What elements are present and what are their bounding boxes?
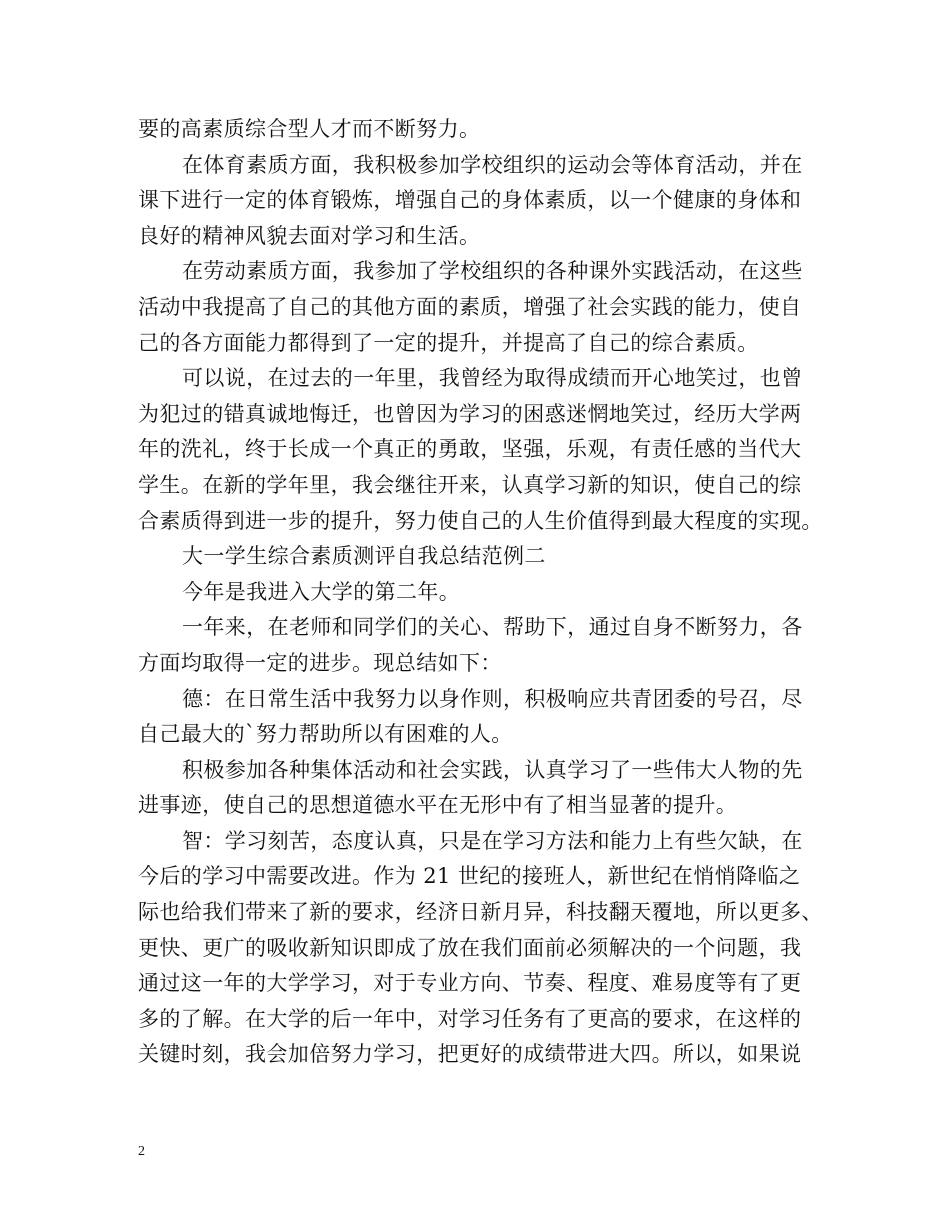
text-line: 在体育素质方面，我积极参加学校组织的运动会等体育活动，并在: [182, 152, 803, 177]
body-text: [138, 112, 823, 1073]
text-line: 际也给我们带来了新的要求，经济日新月异，科技翻天覆地，所以更多、: [138, 900, 823, 925]
page-number: 2: [138, 1144, 145, 1159]
text-line: 年的洗礼，终于长成一个真正的勇敢，坚强，乐观，有责任感的当代大: [138, 437, 802, 462]
text-line: 合素质得到进一步的提升，努力使自己的人生价值得到最大程度的实现。: [138, 508, 823, 533]
text-line: 大一学生综合素质测评自我总结范例二: [182, 544, 546, 569]
text-line: 关键时刻，我会加倍努力学习，把更好的成绩带进大四。所以，如果说: [138, 1042, 802, 1067]
text-line: 活动中我提高了自己的其他方面的素质，增强了社会实践的能力，使自: [138, 294, 802, 319]
text-line: 可以说，在过去的一年里，我曾经为取得成绩而开心地笑过，也曾: [182, 366, 803, 391]
text-line: 通过这一年的大学学习，对于专业方向、节奏、程度、难易度等有了更: [138, 971, 802, 996]
text-line: 课下进行一定的体育锻炼，增强自己的身体素质，以一个健康的身体和: [138, 188, 802, 213]
text-line: 为犯过的错真诚地悔迁，也曾因为学习的困惑迷惘地笑过，经历大学两: [138, 401, 802, 426]
text-line: 德：在日常生活中我努力以身作则，积极响应共青团委的号召，尽: [182, 686, 803, 711]
text-line: 自己最大的`努力帮助所以有困难的人。: [138, 722, 513, 747]
text-line: 一年来，在老师和同学们的关心、帮助下，通过自身不断努力，各: [182, 615, 803, 640]
text-line: 在劳动素质方面，我参加了学校组织的各种课外实践活动，在这些: [182, 259, 803, 284]
text-line: 进事迹，使自己的思想道德水平在无形中有了相当显著的提升。: [138, 793, 738, 818]
text-line: 多的了解。在大学的后一年中，对学习任务有了更高的要求，在这样的: [138, 1006, 802, 1031]
text-line: 方面均取得一定的进步。现总结如下：: [138, 650, 502, 675]
text-line: 积极参加各种集体活动和社会实践，认真学习了一些伟大人物的先: [182, 757, 803, 782]
text-line: 更快、更广的吸收新知识即成了放在我们面前必须解决的一个问题，我: [138, 935, 802, 960]
text-line: 智：学习刻苦，态度认真，只是在学习方法和能力上有些欠缺，在: [182, 828, 803, 853]
text-line: 要的高素质综合型人才而不断努力。: [138, 117, 481, 141]
text-line: 今年是我进入大学的第二年。: [182, 579, 461, 604]
text-line: 己的各方面能力都得到了一定的提升，并提高了自己的综合素质。: [138, 330, 759, 355]
text-line: 良好的精神风貌去面对学习和生活。: [138, 223, 481, 248]
text-line: 今后的学习中需要改进。作为 21 世纪的接班人，新世纪在悄悄降临之: [138, 864, 801, 889]
text-line: 学生。在新的学年里，我会继往开来，认真学习新的知识，使自己的综: [138, 472, 802, 497]
